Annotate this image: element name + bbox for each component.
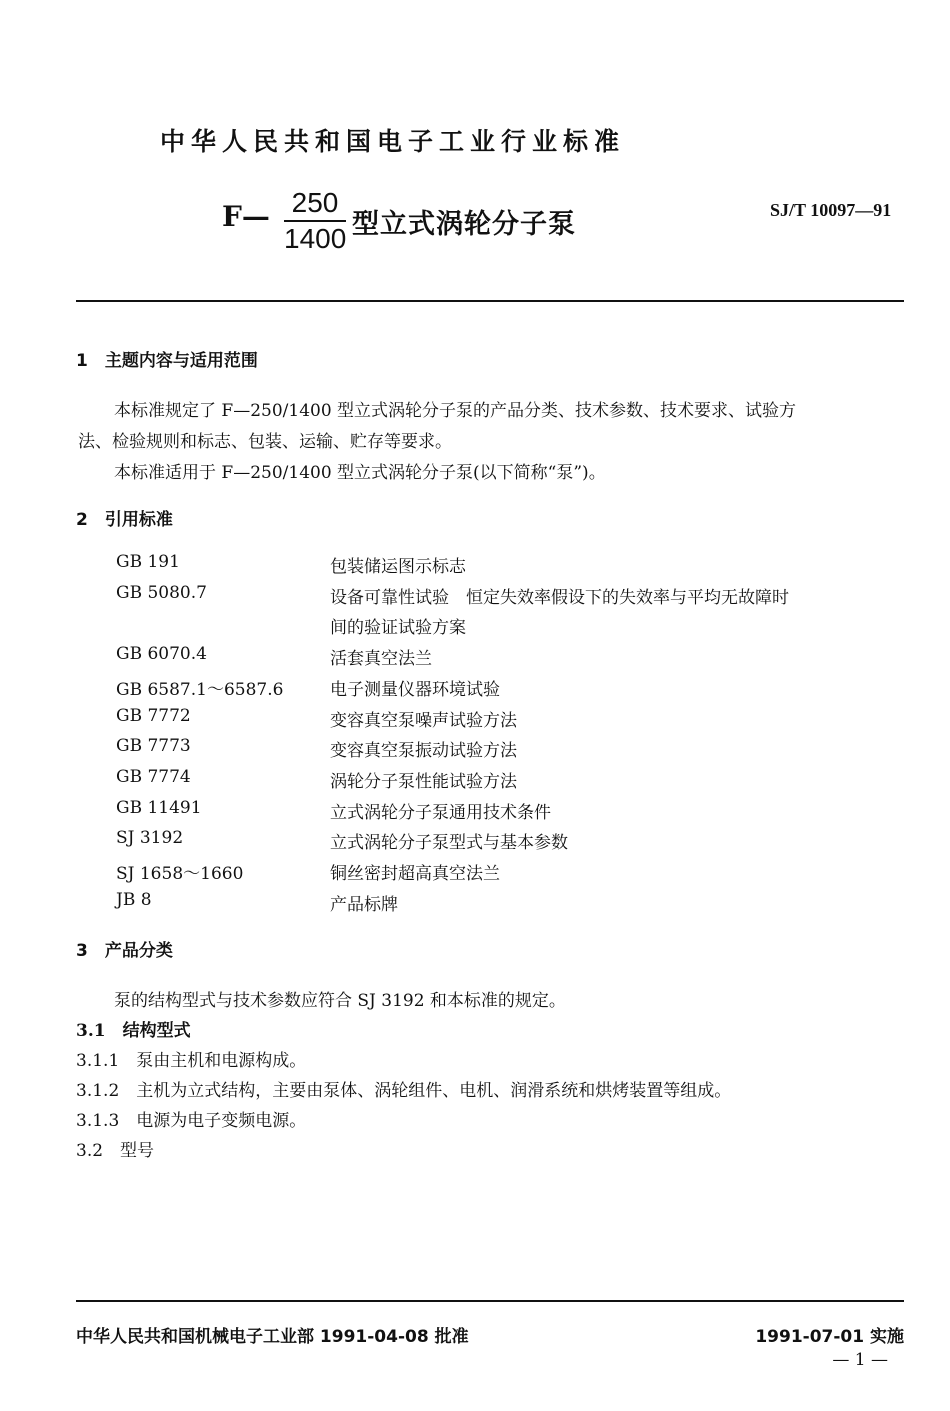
reference-title: 产品标牌 [330, 894, 398, 915]
reference-title: 立式涡轮分子泵型式与基本参数 [330, 833, 568, 854]
reference-code: JB 8 [116, 889, 152, 910]
reference-title: 铜丝密封超高真空法兰 [330, 864, 500, 884]
clause: 3.1.3 电源为电子变频电源。 [76, 1111, 307, 1131]
reference-code: GB 5080.7 [116, 582, 207, 603]
reference-title: 变容真空泵噪声试验方法 [330, 710, 517, 731]
paragraph: 泵的结构型式与技术参数应符合 SJ 3192 和本标准的规定。 [114, 991, 566, 1011]
title-prefix: F— [222, 200, 270, 233]
paragraph: 本标准规定了 F—250/1400 型立式涡轮分子泵的产品分类、技术参数、技术要求、试验方 [114, 401, 797, 421]
page-number: — 1 — [832, 1350, 888, 1370]
reference-code: GB 7772 [116, 705, 191, 726]
reference-title: 包装储运图示标志 [330, 557, 466, 577]
reference-title: 电子测量仪器环境试验 [330, 679, 500, 700]
reference-code: GB 191 [116, 552, 180, 572]
effective-date: 1991-07-01 实施 [755, 1327, 904, 1347]
fraction-bottom: 1400 [284, 223, 347, 254]
reference-title: 变容真空泵振动试验方法 [330, 741, 517, 762]
reference-code: GB 6070.4 [116, 644, 207, 665]
standard-code: SJ/T 10097—91 [770, 200, 892, 220]
fraction-top: 250 [291, 187, 339, 218]
reference-title-cont: 间的验证试验方案 [330, 618, 466, 639]
paragraph: 法、检验规则和标志、包装、运输、贮存等要求。 [78, 432, 452, 452]
footer-rule [76, 1300, 904, 1302]
section-3-heading: 3 产品分类 [76, 941, 173, 961]
model-fraction [284, 188, 346, 254]
section-1-heading: 1 主题内容与适用范围 [76, 351, 258, 371]
approval-note: 中华人民共和国机械电子工业部 1991-04-08 批准 [76, 1327, 469, 1347]
reference-code: GB 6587.1～6587.6 [116, 679, 284, 700]
clause: 3.1.1 泵由主机和电源构成。 [76, 1051, 307, 1071]
reference-code: SJ 1658～1660 [116, 864, 244, 884]
reference-title: 立式涡轮分子泵通用技术条件 [330, 802, 551, 823]
org-title: 中华人民共和国电子工业行业标准 [160, 127, 626, 156]
clause: 3.1 结构型式 [76, 1021, 191, 1041]
fraction-bar [284, 220, 346, 222]
reference-title: 涡轮分子泵性能试验方法 [330, 771, 517, 792]
reference-code: SJ 3192 [116, 828, 184, 849]
reference-code: GB 7773 [116, 736, 191, 757]
header-rule [76, 300, 904, 302]
section-2-heading: 2 引用标准 [76, 510, 173, 530]
reference-title: 设备可靠性试验 恒定失效率假设下的失效率与平均无故障时 [330, 587, 789, 608]
title-suffix: 型立式涡轮分子泵 [352, 209, 576, 240]
reference-code: GB 11491 [116, 797, 202, 818]
paragraph: 本标准适用于 F—250/1400 型立式涡轮分子泵(以下简称“泵”)。 [114, 463, 606, 483]
reference-code: GB 7774 [116, 766, 191, 787]
clause: 3.2 型号 [76, 1141, 155, 1161]
clause: 3.1.2 主机为立式结构，主要由泵体、涡轮组件、电机、润滑系统和烘烤装置等组成。 [76, 1081, 732, 1101]
reference-title: 活套真空法兰 [330, 649, 432, 670]
